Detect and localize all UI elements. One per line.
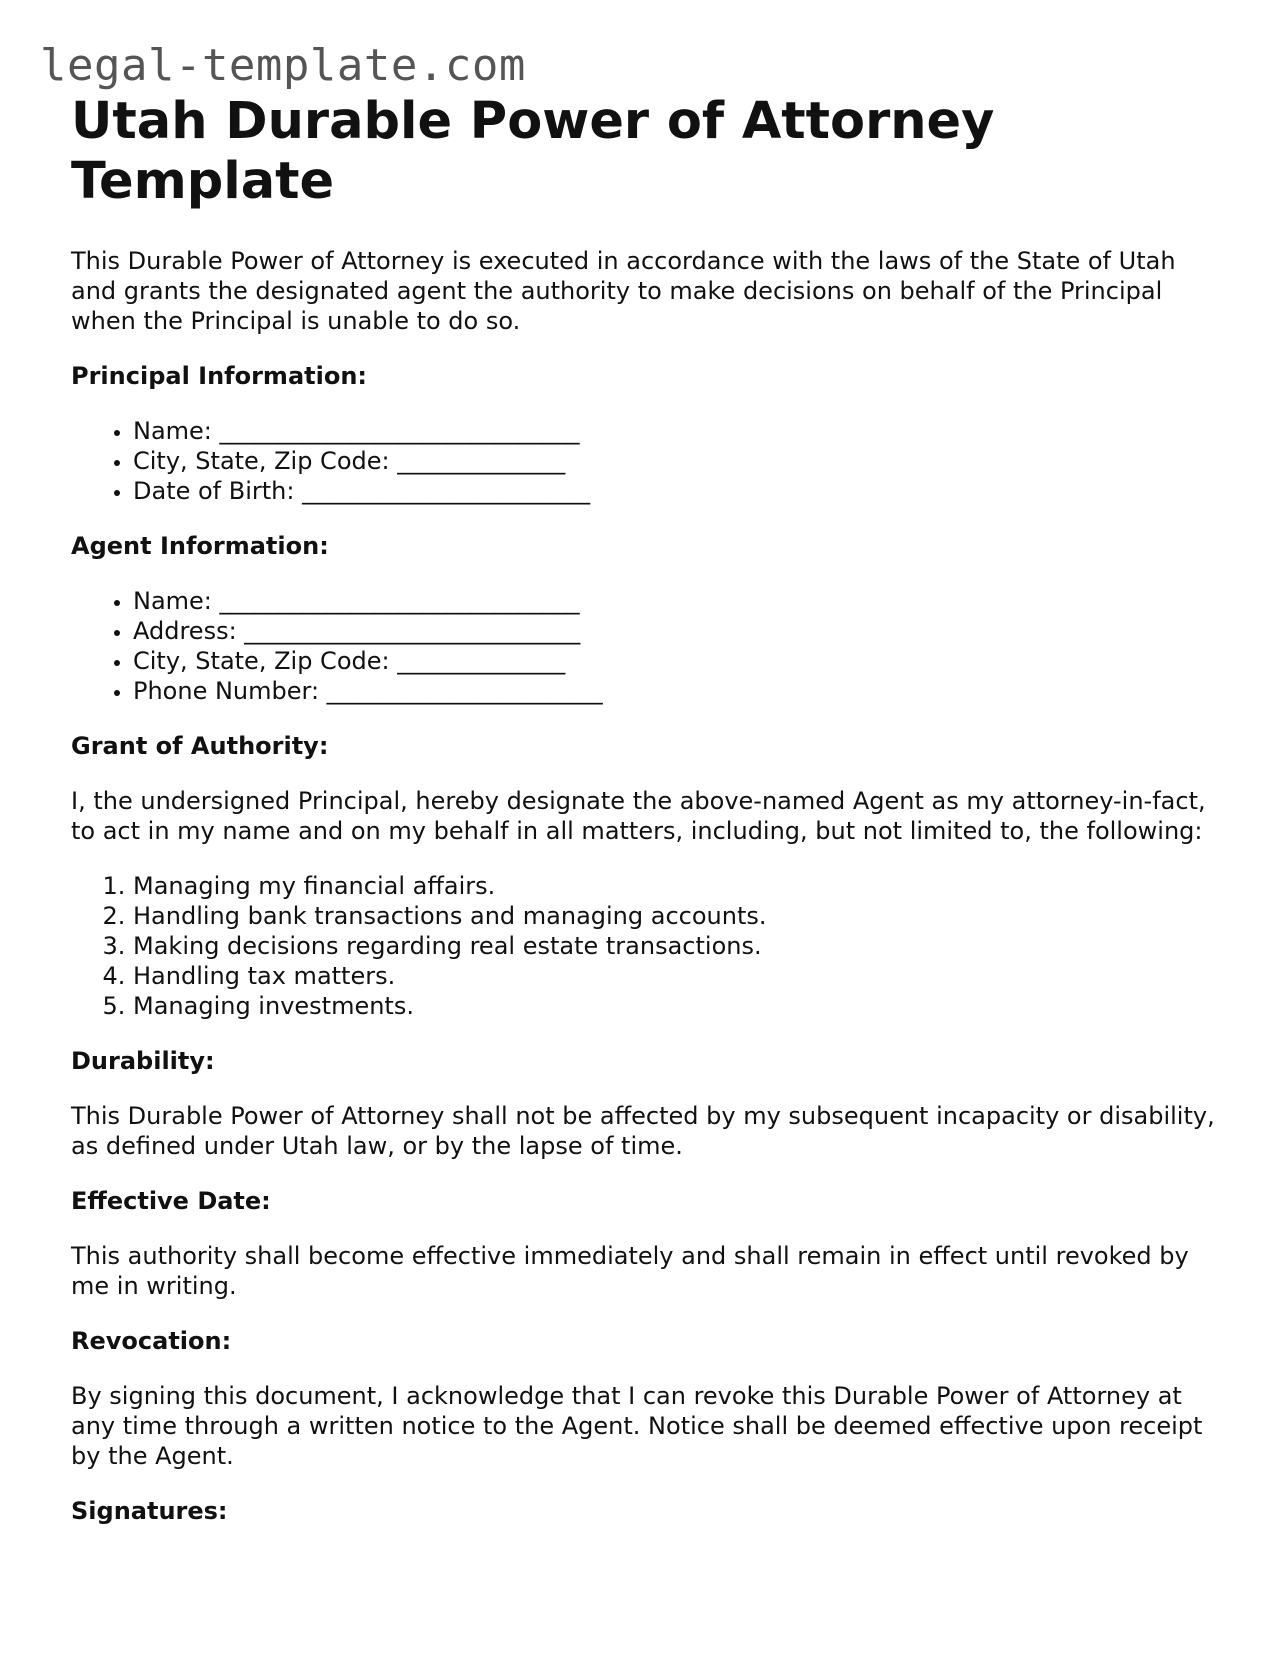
grant-item: 2. Handling bank transactions and managing accounts. — [133, 901, 1221, 931]
principal-name-field: • Name: ______________________________ — [133, 416, 1221, 446]
durability-heading: Durability: — [71, 1047, 215, 1075]
document-body — [71, 92, 1221, 1551]
effective-date-paragraph: This authority shall become effective immediately and shall remain in effect until revoked by me in writing. — [71, 1242, 1189, 1300]
intro-paragraph: This Durable Power of Attorney is executed in accordance with the laws of the State of Utah and grants the designated agent the authority to make decisions on behalf of the Principal when the Principal is unable to do so. — [71, 247, 1176, 335]
agent-heading: Agent Information: — [71, 532, 329, 560]
revocation-paragraph: By signing this document, I acknowledge that I can revoke this Durable Power of Attorney at any time through a written notice to the Agent. Notice shall be deemed effective upon receipt by the Agent. — [71, 1382, 1203, 1470]
durability-paragraph: This Durable Power of Attorney shall not be affected by my subsequent incapacity or disability, as defined under Utah law, or by the lapse of time. — [71, 1102, 1215, 1160]
agent-address-field: • Address: ____________________________ — [133, 616, 1221, 646]
principal-city-field: • City, State, Zip Code: ______________ — [133, 446, 1221, 476]
grant-item: 3. Making decisions regarding real estate transactions. — [133, 931, 1221, 961]
signatures-heading: Signatures: — [71, 1497, 228, 1525]
agent-fields-list — [71, 586, 1221, 706]
principal-fields-list — [71, 416, 1221, 506]
site-watermark: legal-template.com — [40, 40, 526, 91]
grant-items-list — [71, 871, 1221, 1021]
principal-heading: Principal Information: — [71, 362, 368, 390]
principal-dob-field: • Date of Birth: ________________________ — [133, 476, 1221, 506]
grant-item: 4. Handling tax matters. — [133, 961, 1221, 991]
grant-item: 1. Managing my financial affairs. — [133, 871, 1221, 901]
grant-paragraph: I, the undersigned Principal, hereby designate the above-named Agent as my attorney-in-fact, to act in my name and on my behalf in all matters, including, but not limited to, the following: — [71, 787, 1206, 845]
agent-city-field: • City, State, Zip Code: ______________ — [133, 646, 1221, 676]
agent-name-field: • Name: ______________________________ — [133, 586, 1221, 616]
document-title: Utah Durable Power of Attorney Template — [71, 92, 995, 211]
agent-phone-field: • Phone Number: _______________________ — [133, 676, 1221, 706]
effective-date-heading: Effective Date: — [71, 1187, 271, 1215]
grant-item: 5. Managing investments. — [133, 991, 1221, 1021]
revocation-heading: Revocation: — [71, 1327, 232, 1355]
grant-heading: Grant of Authority: — [71, 732, 329, 760]
